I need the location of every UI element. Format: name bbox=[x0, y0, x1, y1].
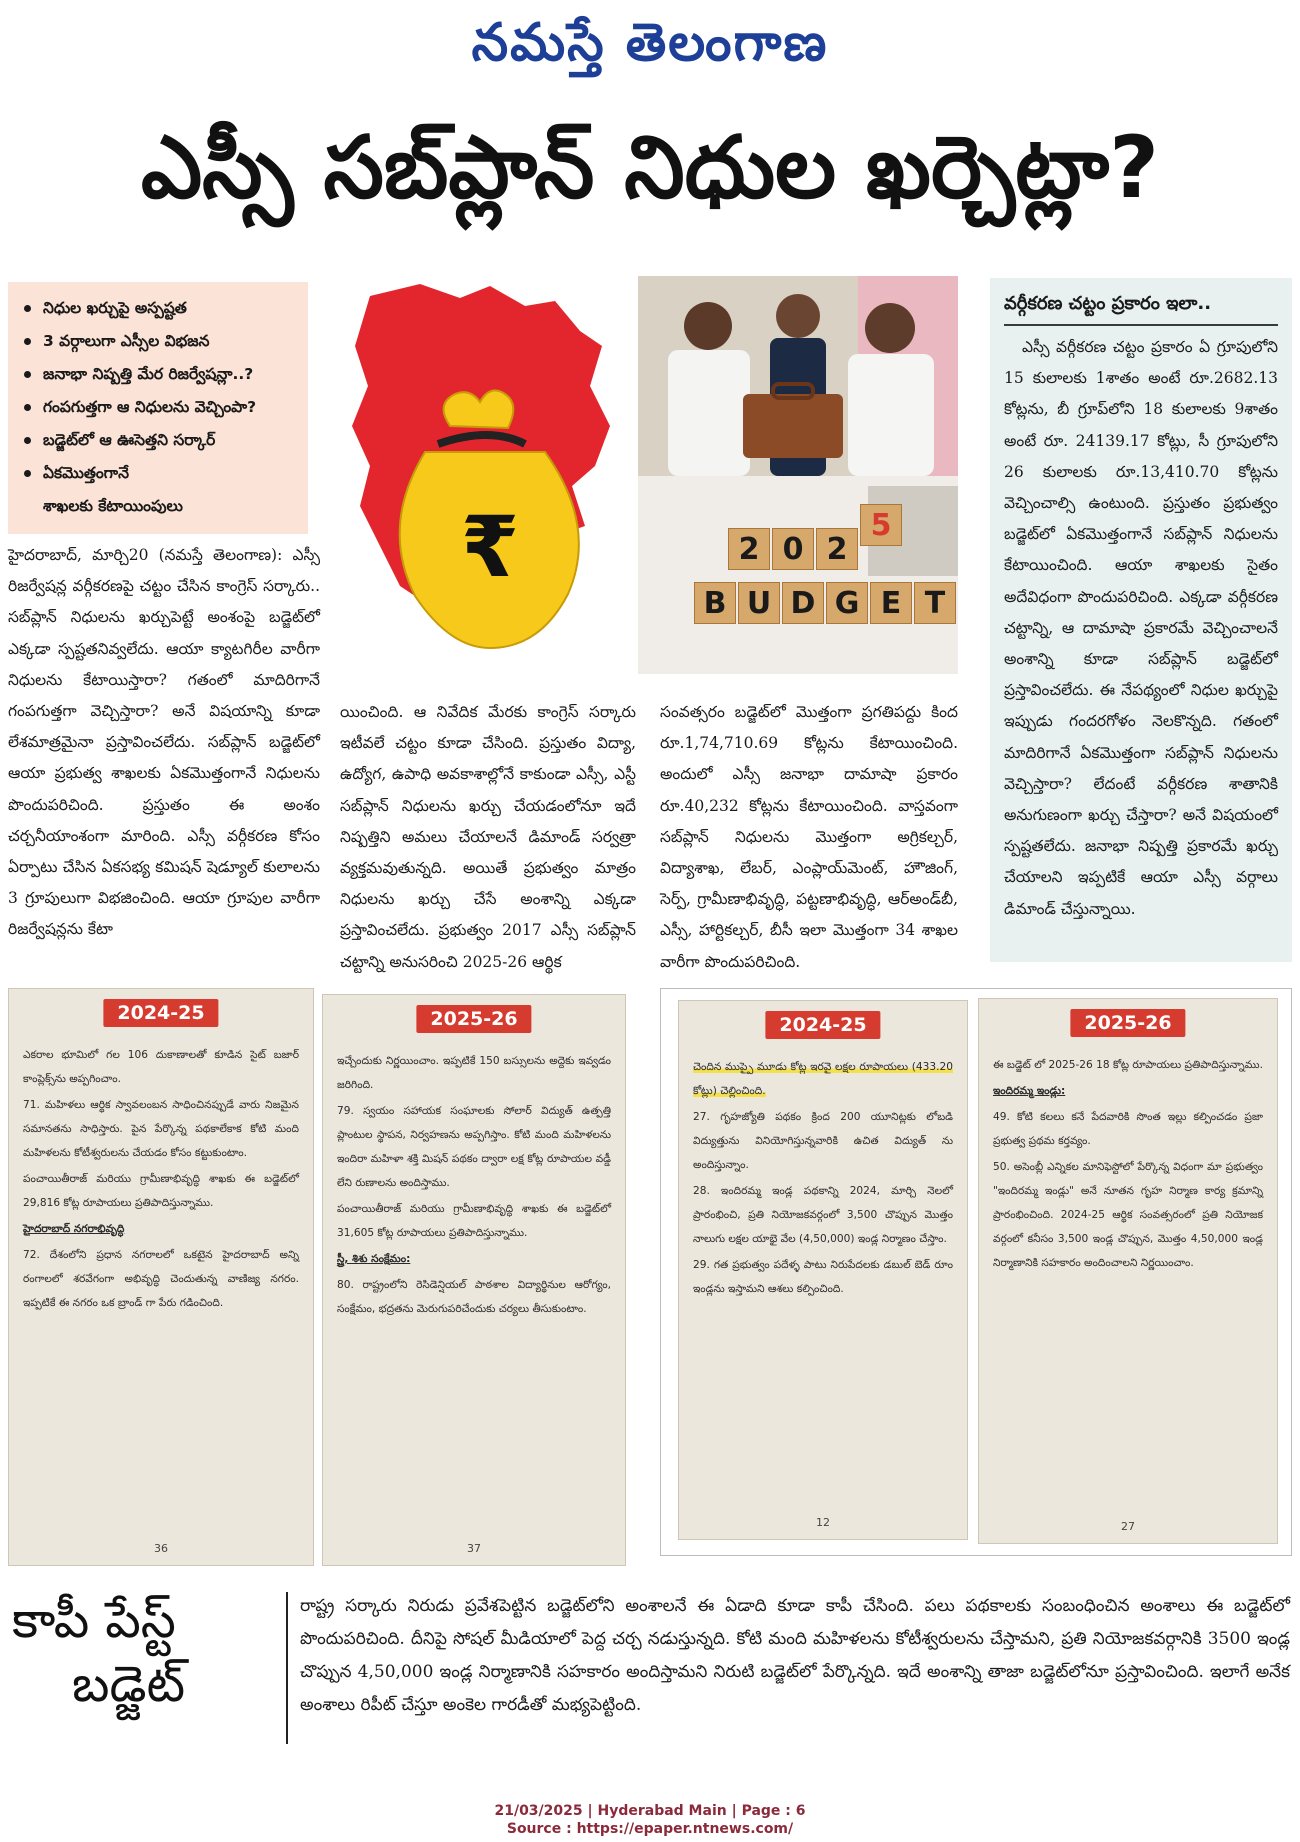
telangana-map-illustration bbox=[340, 276, 638, 674]
highlight-item: ఏకమొత్తంగానే bbox=[24, 457, 298, 490]
cube-2: 2 bbox=[728, 528, 770, 570]
cube-0: 0 bbox=[772, 528, 814, 570]
bullet-icon bbox=[24, 338, 31, 345]
budget-clip-2024-25-page-12 bbox=[678, 1000, 968, 1540]
clip-paragraph: పంచాయితీరాజ్ మరియు గ్రామీణాభివృద్ధి శాఖకు ఈ బడ్జెట్‌లో 29,816 కోట్ల రూపాయలు ప్రతిపాదిస్తున్నాము. bbox=[23, 1173, 299, 1209]
clip-paragraph: 79. స్వయం సహాయక సంఘాలకు సోలార్ విద్యుత్ ఉత్పత్తి ప్లాంటుల స్థాపన, నిర్వహణను అప్పగిస్తాం. కోటి మంది మహిళలను ఇందిరా మహిళా శక్తి మిషన్ పథకం ద్వారా లక్ష కోట్ల రూపాయల వడ్డీ లేని రుణాలను అందిస్తాము. bbox=[337, 1105, 611, 1189]
copy-paste-title-line: కాపీ పేస్ట్ bbox=[12, 1591, 176, 1649]
clip-paragraph: 80. రాష్ట్రంలోని రెసిడెన్షియల్ పాఠశాల విద్యార్థినుల ఆరోగ్యం, సంక్షేమం, భద్రతను మెరుగుపరిచేందుకు చర్యలు తీసుకుంటాం. bbox=[337, 1279, 611, 1315]
clip-subheading: హైదరాబాద్ నగరాభివృద్ధి bbox=[23, 1223, 125, 1235]
bullet-icon bbox=[24, 404, 31, 411]
clip-page-number: 12 bbox=[816, 1516, 830, 1529]
article-column-2: యించింది. ఆ నివేదిక మేరకు కాంగ్రెస్ సర్కారు ఇటీవలే చట్టం కూడా చేసింది. ప్రస్తుతం విద్యా, ఉద్యోగ, ఉపాధి అవకాశాల్లోనే కాకుండా ఎస్సీ, ఎస్టీ సబ్‌ప్లాన్ నిధులను ఖర్చు చేయడంలోనూ ఇదే నిష్పత్తిని అమలు చేయాలనే డిమాండ్ సర్వత్రా వ్యక్తమవుతున్నది. అయితే ప్రభుత్వం మాత్రం నిధులను ఖర్చు చేసే అంశాన్ని ఎక్కడా ప్రస్తావించలేదు. ప్రభుత్వం 2017 ఎస్సీ సబ్‌ప్లాన్ చట్టాన్ని అనుసరించి 2025-26 ఆర్థిక bbox=[340, 703, 636, 971]
cube-b: B bbox=[694, 582, 736, 624]
copy-paste-body: రాష్ట్ర సర్కారు నిరుడు ప్రవేశపెట్టిన బడ్జెట్‌లోని అంశాలనే ఈ ఏడాది కూడా కాపీ చేసింది. పలు పథకాలకు సంబంధించిన అంశాలు ఈ బడ్జెట్‌లో పొందుపరిచింది. దీనిపై సోషల్ మీడియాలో పెద్ద చర్చ నడుస్తున్నది. కోటి మంది మహిళలను కోటీశ్వరులను చేస్తామని, ప్రతి నియోజకవర్గానికి 3500 ఇండ్ల చొప్పున 4,50,000 ఇండ్ల నిర్మాణానికి సహకారం అందిస్తామని నిరుటి బడ్జెట్‌లో పేర్కొన్నది. ఇదే అంశాన్ని తాజా బడ్జెట్‌లోనూ ప్రస్తావించింది. ఇలాగే అనేక అంశాలు రిపీట్ చేస్తూ అంకెల గారడీతో మభ్యపెట్టింది. bbox=[300, 1596, 1290, 1715]
year-tag: 2025-26 bbox=[1070, 1009, 1185, 1037]
clip-page-number: 37 bbox=[467, 1542, 481, 1555]
clip-paragraph: 49. కోటి కలలు కనే పేదవారికి సొంత ఇల్లు కల్పించడం ప్రజా ప్రభుత్వ ప్రథమ కర్తవ్యం. bbox=[993, 1111, 1263, 1147]
budget-photo bbox=[638, 276, 958, 674]
bullet-icon bbox=[24, 371, 31, 378]
bullet-icon bbox=[24, 470, 31, 477]
budget-clip-2025-26-page-37 bbox=[322, 994, 626, 1566]
cube-2b: 2 bbox=[816, 528, 858, 570]
clip-page-number: 36 bbox=[154, 1542, 168, 1555]
cube-t: T bbox=[914, 582, 956, 624]
newspaper-masthead: నమస్తే తెలంగాణ bbox=[471, 12, 829, 73]
cube-g: G bbox=[826, 582, 868, 624]
cube-d: D bbox=[782, 582, 824, 624]
edition-info: 21/03/2025 | Hyderabad Main | Page : 6 bbox=[494, 1803, 806, 1819]
highlight-item: గంపగుత్తగా ఆ నిధులను వెచ్చింపా? bbox=[24, 391, 298, 424]
copy-paste-title bbox=[12, 1588, 280, 1716]
clip-page-number: 27 bbox=[1121, 1520, 1135, 1533]
clip-paragraph: 29. గత ప్రభుత్వం పదేళ్ళ పాటు నిరుపేదలకు డబుల్ బెడ్ రూం ఇండ్లను ఇస్తామని ఆశలు కల్పించింది. bbox=[693, 1259, 953, 1295]
budget-clip-2025-26-page-27 bbox=[978, 998, 1278, 1544]
cube-u: U bbox=[738, 582, 780, 624]
page-headline: ఎస్సీ సబ్‌ప్లాన్ నిధుల ఖర్చెట్లా? bbox=[140, 118, 1160, 218]
article-column-1: హైదరాబాద్, మార్చి20 (నమస్తే తెలంగాణ): ఎస్సీ రిజర్వేషన్ల వర్గీకరణపై చట్టం చేసిన కాంగ్రెస్ సర్కారు.. సబ్‌ప్లాన్ నిధులను ఖర్చుపెట్టే అంశంపై బడ్జెట్‌లో ఎక్కడా స్పష్టతనివ్వలేదు. ఆయా క్యాటగిరీల వారీగా నిధులను కేటాయిస్తారా? గతంలో మాదిరిగానే గంపగుత్తగా వెచ్చిస్తారా? అనే విషయాన్ని కూడా లేశమాత్రమైనా ప్రస్తావించలేదు. సబ్‌ప్లాన్ బడ్జెట్‌లో ఆయా ప్రభుత్వ శాఖలకు ఏకమొత్తంగానే నిధులను పొందుపరిచింది. ప్రస్తుతం ఈ అంశం చర్చనీయాంశంగా మారింది. ఎస్సీ వర్గీకరణ కోసం ఏర్పాటు చేసిన ఏకసభ్య కమిషన్ షెడ్యూల్ కులాలను 3 గ్రూపులుగా విభజించింది. ఆయా గ్రూపుల వారీగా రిజర్వేషన్లను కేటా bbox=[8, 546, 320, 939]
bullet-icon bbox=[24, 305, 31, 312]
budget-clip-2024-25-page-36 bbox=[8, 988, 314, 1566]
sidebar-title: వర్గీకరణ చట్టం ప్రకారం ఇలా.. bbox=[1004, 290, 1278, 326]
highlight-item: నిధుల ఖర్చుపై అస్పష్టత bbox=[24, 292, 298, 325]
highlight-item: జనాభా నిష్పత్తి మేర రిజర్వేషన్లా..? bbox=[24, 358, 298, 391]
highlight-item: 3 వర్గాలుగా ఎస్సీల విభజన bbox=[24, 325, 298, 358]
cube-5: 5 bbox=[860, 504, 902, 546]
clip-paragraph: 71. మహిళలు ఆర్థిక స్వావలంబన సాధించినప్పుడే వారు నిజమైన సమానతను సాధిస్తారు. పైన పేర్కొన్న పథకాలేకాక కోటి మంది మహిళలను కోటీశ్వరులను చేయడం కోసం కట్టుకుంటాం. bbox=[23, 1099, 299, 1159]
clip-paragraph: 27. గృహజ్యోతి పథకం క్రింద 200 యూనిట్లకు లోబడి విద్యుత్తును వినియోగిస్తున్నవారికి ఉచిత విద్యుత్ ను అందిస్తున్నాం. bbox=[693, 1111, 953, 1171]
highlights-box bbox=[8, 282, 308, 534]
clip-subheading: ఇందిరమ్మ ఇండ్లు: bbox=[993, 1085, 1066, 1097]
page-footer bbox=[0, 1802, 1300, 1838]
article-column-3: సంవత్సరం బడ్జెట్‌లో మొత్తంగా ప్రగతిపద్దు కింద రూ.1,74,710.69 కోట్లను కేటాయించింది. అందులో ఎస్సీ జనాభా దామాషా ప్రకారం రూ.40,232 కోట్లను కేటాయించింది. వాస్తవంగా సబ్‌ప్లాన్ నిధులను మొత్తంగా అగ్రికల్చర్, విద్యాశాఖ, లేబర్, ఎంప్లాయ్‌మెంట్, హౌజింగ్, సెర్ప్, గ్రామీణాభివృద్ధి, పట్టణాభివృద్ధి, ఆర్‌అండ్‌బీ, ఎస్సీ, హార్టికల్చర్, బీసీ ఇలా మొత్తంగా 34 శాఖల వారీగా పొందుపరిచింది. bbox=[660, 703, 958, 971]
year-tag: 2024-25 bbox=[765, 1011, 880, 1039]
svg-text:₹: ₹ bbox=[460, 498, 520, 596]
budget-cubes bbox=[638, 276, 958, 674]
bullet-icon bbox=[24, 437, 31, 444]
sidebar-body: ఎస్సీ వర్గీకరణ చట్టం ప్రకారం ఏ గ్రూపులోని 15 కులాలకు 1శాతం అంటే రూ.2682.13 కోట్లను, బీ గ్రూప్‌లోని 18 కులాలకు 9శాతం అంటే రూ. 24139.17 కోట్లు, సీ గ్రూపులోని 26 కులాలకు రూ.13,410.70 కోట్లను వెచ్చించాల్సి ఉంటుంది. ప్రస్తుతం ప్రభుత్వం బడ్జెట్‌లో ఏకమొత్తంగానే సబ్‌ప్లాన్ నిధులను కేటాయించింది. ఆయా శాఖలకు సైతం అదేవిధంగా పొందుపరిచింది. ఎక్కడా వర్గీకరణ చట్టాన్ని, ఆ దామాషా ప్రకారమే వెచ్చించాలనే అంశాన్ని కూడా సబ్‌ప్లాన్ బడ్జెట్‌లో ప్రస్తావించలేదు. ఈ నేపథ్యంలో నిధుల ఖర్చుపై ఇప్పుడు గందరగోళం నెలకొన్నది. గతంలో మాదిరిగానే ఏకమొత్తంగా సబ్‌ప్లాన్ నిధులను వెచ్చిస్తారా? లేదంటే వర్గీకరణ శాతానికి అనుగుణంగా ఖర్చు చేస్తారా? అనే విషయంలో స్పష్టతలేదు. జనాభా నిష్పత్తి ప్రకారమే ఖర్చు చేయాలని ఇప్పటికే ఆయా ఎస్సీ వర్గాలు డిమాండ్ చేస్తున్నాయి. bbox=[1004, 338, 1278, 918]
clip-paragraph: 50. అసెంబ్లీ ఎన్నికల మానిఫెస్టోలో పేర్కొన్న విధంగా మా ప్రభుత్వం "ఇందిరమ్మ ఇండ్లు" అనే నూతన గృహ నిర్మాణ కార్య క్రమాన్ని ప్రారంభించింది. 2024-25 ఆర్థిక సంవత్సరంలో ప్రతి నియోజక వర్గంలో కనీసం 3,500 ఇండ్ల చొప్పున, మొత్తం 4,50,000 ఇండ్ల నిర్మాణానికి సహకారం అందించాలని నిర్ణయించాం. bbox=[993, 1161, 1263, 1269]
clip-paragraph: ఎకరాల భూమిలో గల 106 దుకాణాలతో కూడిన సైట్ బజార్ కాంప్లెక్స్‌ను అప్పగించాం. bbox=[23, 1049, 299, 1085]
clip-subheading: స్త్రీ, శిశు సంక్షేమం: bbox=[337, 1253, 411, 1265]
highlight-item: శాఖలకు కేటాయింపులు bbox=[43, 497, 183, 515]
clip-paragraph: ఇచ్చేందుకు నిర్ణయించాం. ఇప్పటికే 150 బస్సులను అద్దెకు ఇవ్వడం జరిగింది. bbox=[337, 1055, 611, 1091]
source-link[interactable]: Source : https://epaper.ntnews.com/ bbox=[506, 1821, 794, 1837]
clip-paragraph: ఈ బడ్జెట్ లో 2025-26 18 కోట్ల రూపాయలు ప్రతిపాదిస్తున్నాము. bbox=[993, 1059, 1263, 1071]
year-tag: 2024-25 bbox=[103, 999, 218, 1027]
clip-paragraph: పంచాయితీరాజ్ మరియు గ్రామీణాభివృద్ధి శాఖకు ఈ బడ్జెట్‌లో 31,605 కోట్ల రూపాయలు ప్రతిపాదిస్తున్నాము. bbox=[337, 1203, 611, 1239]
classification-sidebar bbox=[990, 278, 1292, 962]
cube-e: E bbox=[870, 582, 912, 624]
year-tag: 2025-26 bbox=[416, 1005, 531, 1033]
clip-paragraph: చెందిన ముప్పై మూడు కోట్ల ఇరవై లక్షల రూపాయలు (433.20 కోట్లు) చెల్లించింది. bbox=[693, 1061, 953, 1097]
map-money-bag-icon bbox=[340, 276, 638, 674]
copy-paste-title-line: బడ్జెట్ bbox=[72, 1655, 186, 1713]
highlight-item: బడ్జెట్‌లో ఆ ఊసెత్తని సర్కార్ bbox=[24, 424, 298, 457]
clip-paragraph: 28. ఇందిరమ్మ ఇండ్ల పథకాన్ని 2024, మార్చి నెలలో ప్రారంభించి, ప్రతి నియోజకవర్గంలో 3,500 చొప్పున మొత్తం నాలుగు లక్షల యాభై వేల (4,50,000) ఇండ్ల నిర్మాణం చేస్తాం. bbox=[693, 1185, 953, 1245]
section-divider bbox=[286, 1592, 288, 1744]
clip-paragraph: 72. దేశంలోని ప్రధాన నగరాలలో ఒకటైన హైదరాబాద్ అన్ని రంగాలలో శరవేగంగా అభివృద్ధి చెందుతున్న వాణిజ్య నగరం. ఇప్పటికే ఈ నగరం ఒక బ్రాండ్ గా పేరు గడించింది. bbox=[23, 1249, 299, 1309]
